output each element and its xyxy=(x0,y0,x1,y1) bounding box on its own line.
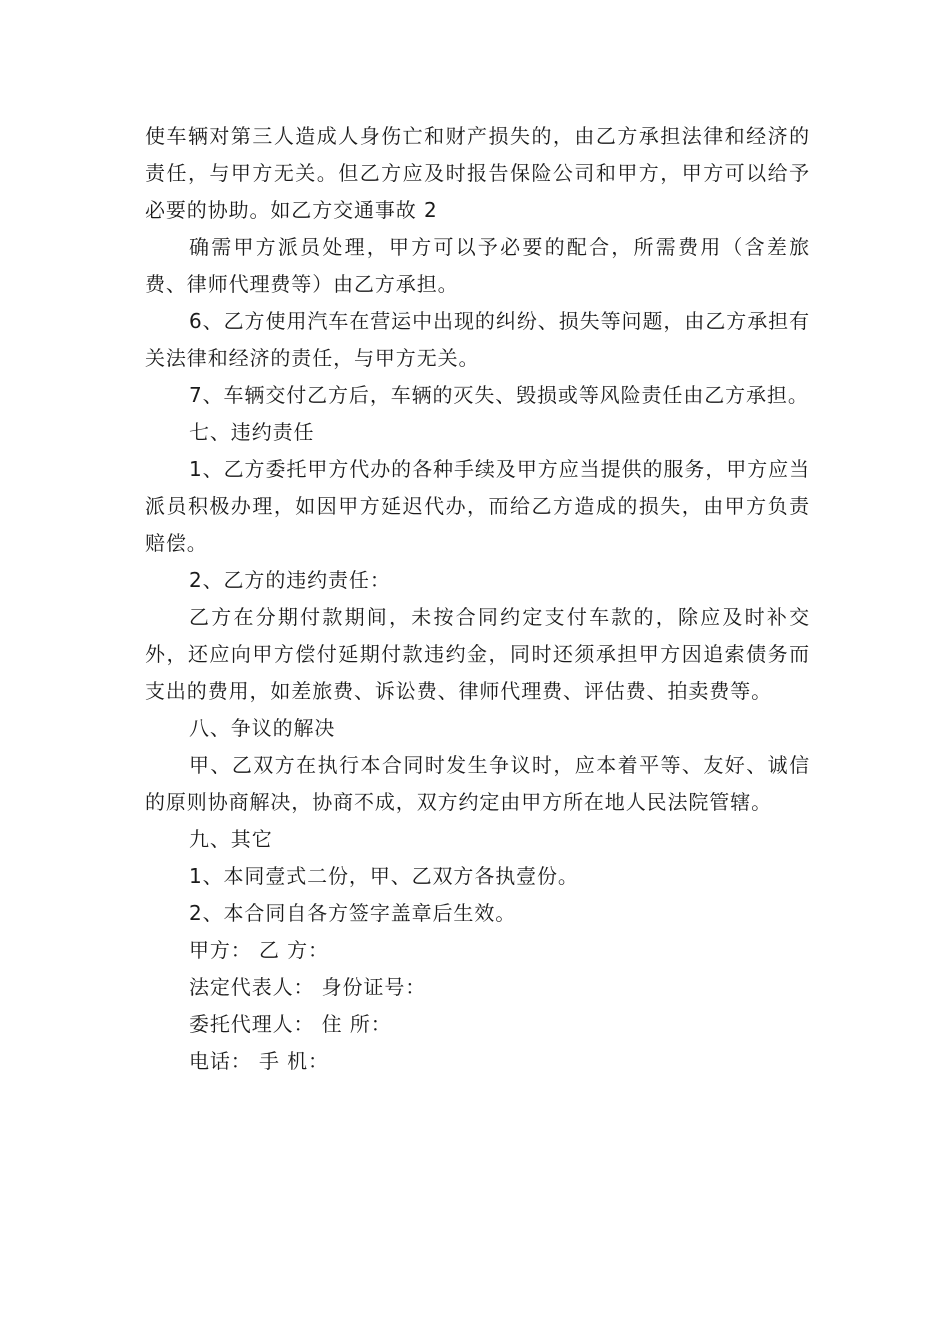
section-heading-breach: 七、违约责任 xyxy=(189,420,315,444)
paragraph-accident-handling: 确需甲方派员处理，甲方可以予必要的配合，所需费用（含差旅费、律师代理费等）由乙方承担。 xyxy=(145,235,810,296)
signature-agent: 委托代理人： 住 所： xyxy=(189,1012,392,1036)
paragraph-clause-6: 6、乙方使用汽车在营运中出现的纠纷、损失等问题，由乙方承担有关法律和经济的责任，与甲方无关。 xyxy=(145,309,810,370)
section-heading-other: 九、其它 xyxy=(189,827,273,851)
document-body xyxy=(145,118,810,1080)
signature-parties: 甲方： 乙 方： xyxy=(189,938,329,962)
signature-phone: 电话： 手 机： xyxy=(189,1049,329,1073)
section-heading-dispute: 八、争议的解决 xyxy=(189,716,336,740)
paragraph-accident-liability: 使车辆对第三人造成人身伤亡和财产损失的，由乙方承担法律和经济的责任，与甲方无关。但乙方应及时报告保险公司和甲方，甲方可以给予必要的协助。如乙方交通事故 2 xyxy=(145,124,810,222)
paragraph-clause-7: 7、车辆交付乙方后，车辆的灭失、毁损或等风险责任由乙方承担。 xyxy=(189,383,809,407)
paragraph-breach-party-b-heading: 2、乙方的违约责任： xyxy=(189,568,391,592)
signature-representative: 法定代表人： 身份证号： xyxy=(189,975,427,999)
paragraph-dispute-resolution: 甲、乙双方在执行本合同时发生争议时，应本着平等、友好、诚信的原则协商解决，协商不成，双方约定由甲方所在地人民法院管辖。 xyxy=(145,753,810,814)
paragraph-effective: 2、本合同自各方签字盖章后生效。 xyxy=(189,901,517,925)
paragraph-breach-party-b: 乙方在分期付款期间，未按合同约定支付车款的，除应及时补交外，还应向甲方偿付延期付款违约金，同时还须承担甲方因追索债务而支出的费用，如差旅费、诉讼费、律师代理费、评估费、拍卖费等。 xyxy=(145,605,810,703)
paragraph-copies: 1、本同壹式二份，甲、乙双方各执壹份。 xyxy=(189,864,579,888)
paragraph-breach-party-a: 1、乙方委托甲方代办的各种手续及甲方应当提供的服务，甲方应当派员积极办理，如因甲方延迟代办，而给乙方造成的损失，由甲方负责赔偿。 xyxy=(145,457,810,555)
